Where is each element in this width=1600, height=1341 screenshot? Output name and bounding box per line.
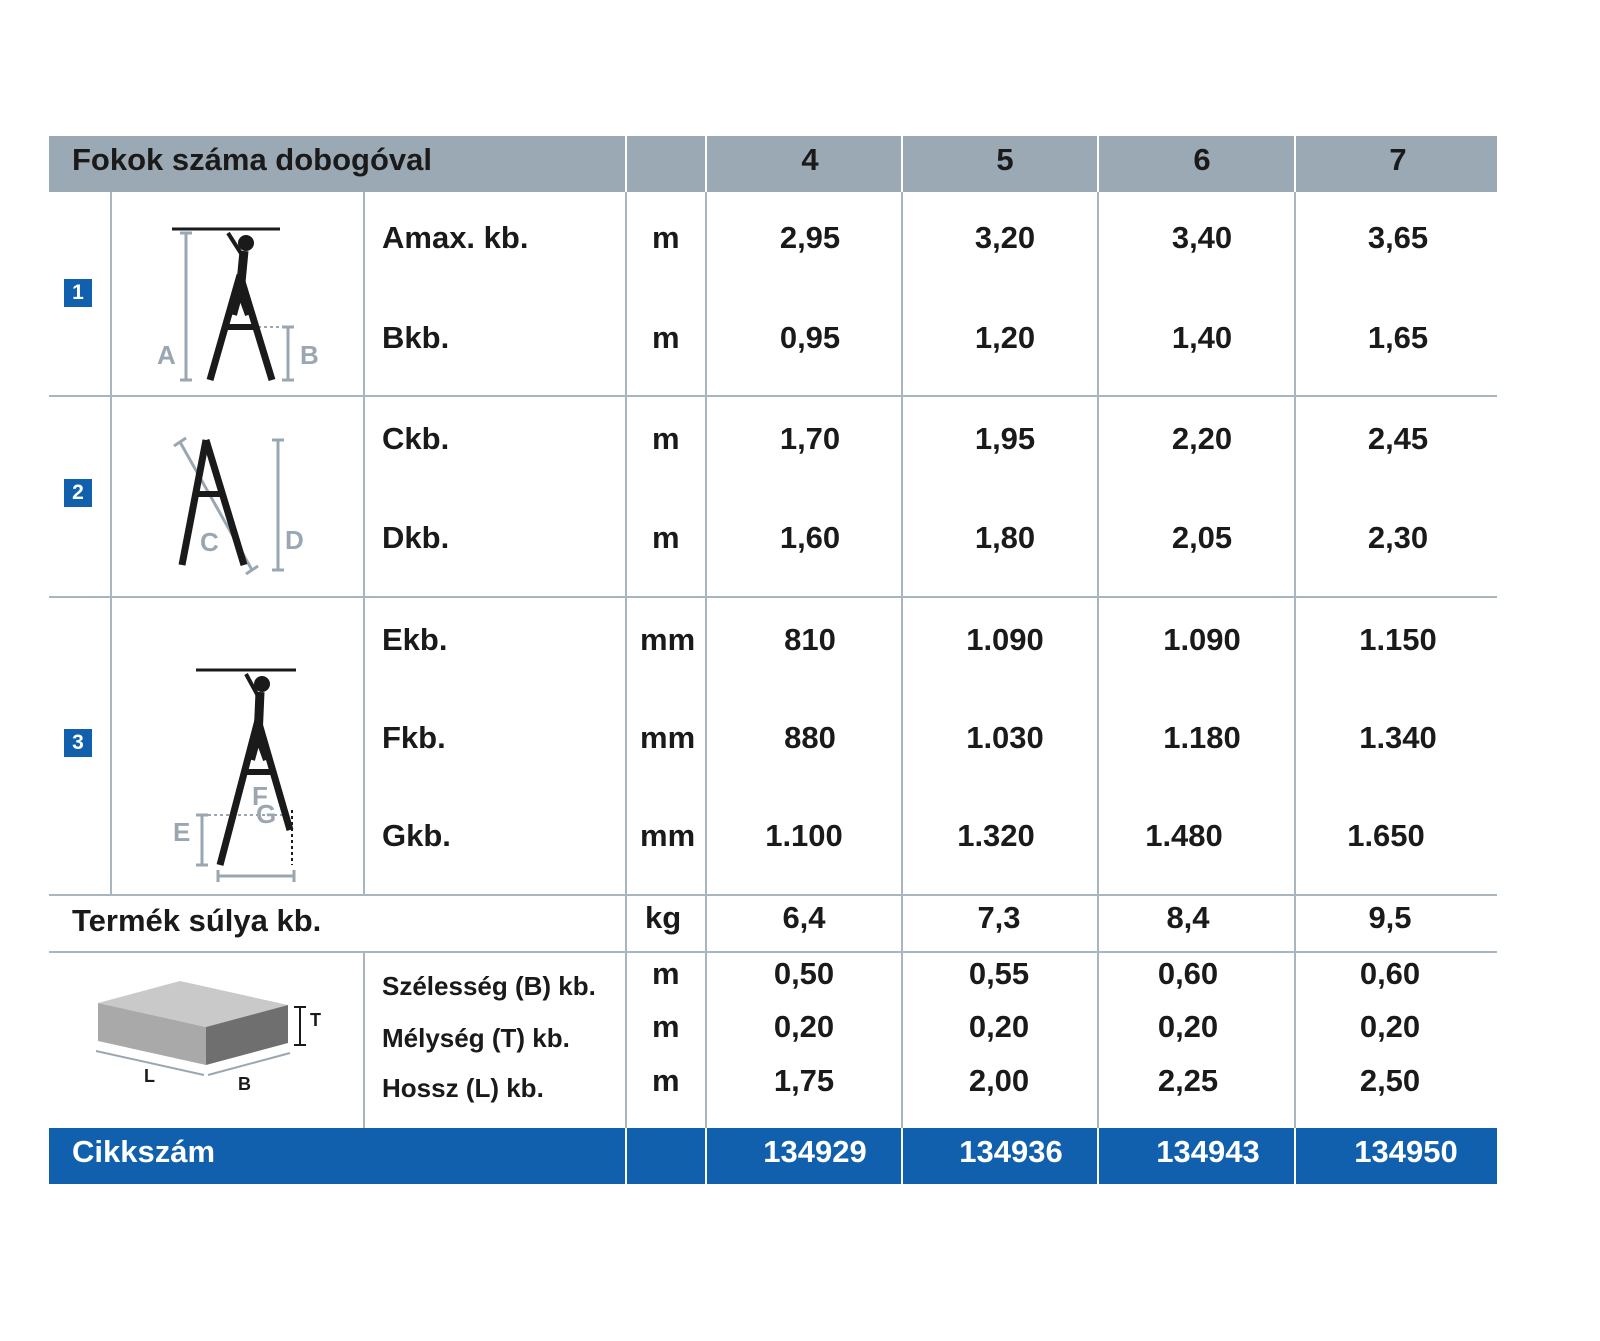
weight-label: Termék súlya kb. xyxy=(72,903,322,938)
value-cell: 0,20 xyxy=(1157,1009,1219,1044)
dimension-c-label: C xyxy=(200,527,219,557)
divider xyxy=(625,1128,627,1184)
value-cell: 0,95 xyxy=(779,320,841,355)
value-cell: 1.180 xyxy=(1163,720,1241,755)
dimension-e-label: E xyxy=(173,817,191,847)
row-label: Ckb. xyxy=(382,421,450,456)
weight-value: 6,4 xyxy=(782,900,826,935)
value-cell: 1.100 xyxy=(765,818,843,853)
value-cell: 1.090 xyxy=(966,622,1044,657)
value-cell: 1,40 xyxy=(1171,320,1233,355)
row-label: Fkb. xyxy=(382,720,446,755)
divider xyxy=(625,192,627,1128)
value-cell: 2,00 xyxy=(968,1063,1030,1098)
header-col-5: 5 xyxy=(996,142,1014,177)
value-cell: 1,65 xyxy=(1367,320,1429,355)
row-label: Bkb. xyxy=(382,320,450,355)
article-number: 134936 xyxy=(959,1134,1063,1169)
divider xyxy=(1294,192,1296,1128)
value-cell: 0,55 xyxy=(968,956,1030,991)
divider xyxy=(1097,136,1099,192)
row-divider xyxy=(49,894,1497,896)
value-cell: 0,20 xyxy=(1359,1009,1421,1044)
weight-value: 7,3 xyxy=(977,900,1021,935)
dimension-f-label: F xyxy=(252,781,268,811)
value-cell: 1.320 xyxy=(957,818,1035,853)
divider xyxy=(1097,1128,1099,1184)
value-cell: 2,25 xyxy=(1157,1063,1219,1098)
divider xyxy=(705,136,707,192)
row-unit: m xyxy=(652,520,680,555)
value-cell: 1.150 xyxy=(1359,622,1437,657)
value-cell: 3,65 xyxy=(1367,220,1429,255)
divider xyxy=(1294,136,1296,192)
footer-label: Cikkszám xyxy=(72,1134,216,1169)
divider xyxy=(1097,192,1099,1128)
article-number: 134929 xyxy=(763,1134,867,1169)
value-cell: 2,20 xyxy=(1171,421,1233,456)
row-label: Dkb. xyxy=(382,520,450,555)
value-cell: 3,40 xyxy=(1171,220,1233,255)
value-cell: 1.090 xyxy=(1163,622,1241,657)
dimension-b-label: B xyxy=(300,340,319,370)
value-cell: 880 xyxy=(784,720,836,755)
row-label: Mélység (T) kb. xyxy=(382,1023,570,1053)
row-divider xyxy=(49,395,1497,397)
value-cell: 1,80 xyxy=(974,520,1036,555)
divider xyxy=(901,136,903,192)
divider xyxy=(363,953,365,1128)
header-col-4: 4 xyxy=(801,142,819,177)
section-badge-2: 2 xyxy=(64,479,92,507)
row-unit: mm xyxy=(640,818,696,853)
value-cell: 1.480 xyxy=(1145,818,1223,853)
row-divider xyxy=(49,951,1497,953)
package-box-diagram xyxy=(88,975,338,1095)
weight-value: 8,4 xyxy=(1166,900,1210,935)
value-cell: 1.650 xyxy=(1347,818,1425,853)
row-label: Szélesség (B) kb. xyxy=(382,971,596,1001)
article-number: 134950 xyxy=(1354,1134,1458,1169)
row-unit: m xyxy=(652,1063,680,1098)
divider xyxy=(705,192,707,1128)
row-unit: m xyxy=(652,1009,680,1044)
section-badge-3: 3 xyxy=(64,729,92,757)
row-divider xyxy=(49,596,1497,598)
value-cell: 1.340 xyxy=(1359,720,1437,755)
value-cell: 2,95 xyxy=(779,220,841,255)
package-t-label: T xyxy=(310,1010,321,1030)
row-unit: mm xyxy=(640,720,696,755)
row-unit: m xyxy=(652,956,680,991)
value-cell: 1,60 xyxy=(779,520,841,555)
section-badge-1: 1 xyxy=(64,279,92,307)
value-cell: 0,20 xyxy=(773,1009,835,1044)
row-label: Amax. kb. xyxy=(382,220,529,255)
divider xyxy=(625,136,627,192)
package-b-label: B xyxy=(238,1074,251,1094)
row-label: Gkb. xyxy=(382,818,451,853)
dimension-a-label: A xyxy=(157,340,176,370)
dimension-g-label: G xyxy=(256,799,277,829)
value-cell: 0,60 xyxy=(1359,956,1421,991)
value-cell: 1.030 xyxy=(966,720,1044,755)
package-l-label: L xyxy=(144,1066,155,1086)
value-cell: 1,70 xyxy=(779,421,841,456)
header-label: Fokok száma dobogóval xyxy=(72,142,433,177)
divider xyxy=(901,1128,903,1184)
row-unit: mm xyxy=(640,622,696,657)
row-label: Hossz (L) kb. xyxy=(382,1073,544,1103)
value-cell: 1,20 xyxy=(974,320,1036,355)
divider xyxy=(363,192,365,896)
weight-unit: kg xyxy=(645,900,682,935)
value-cell: 2,30 xyxy=(1367,520,1429,555)
weight-value: 9,5 xyxy=(1368,900,1412,935)
divider xyxy=(705,1128,707,1184)
divider xyxy=(110,192,112,896)
header-col-7: 7 xyxy=(1389,142,1407,177)
value-cell: 2,45 xyxy=(1367,421,1429,456)
value-cell: 2,05 xyxy=(1171,520,1233,555)
value-cell: 1,95 xyxy=(974,421,1036,456)
row-unit: m xyxy=(652,421,680,456)
dimension-d-label: D xyxy=(285,525,304,555)
value-cell: 810 xyxy=(784,622,836,657)
row-unit: m xyxy=(652,220,680,255)
row-unit: m xyxy=(652,320,680,355)
header-col-6: 6 xyxy=(1193,142,1211,177)
value-cell: 2,50 xyxy=(1359,1063,1421,1098)
value-cell: 1,75 xyxy=(773,1063,835,1098)
value-cell: 3,20 xyxy=(974,220,1036,255)
divider xyxy=(1294,1128,1296,1184)
row-label: Ekb. xyxy=(382,622,448,657)
value-cell: 0,60 xyxy=(1157,956,1219,991)
value-cell: 0,50 xyxy=(773,956,835,991)
ladder-footprint-diagram xyxy=(170,660,330,885)
article-number: 134943 xyxy=(1156,1134,1260,1169)
value-cell: 0,20 xyxy=(968,1009,1030,1044)
divider xyxy=(901,192,903,1128)
